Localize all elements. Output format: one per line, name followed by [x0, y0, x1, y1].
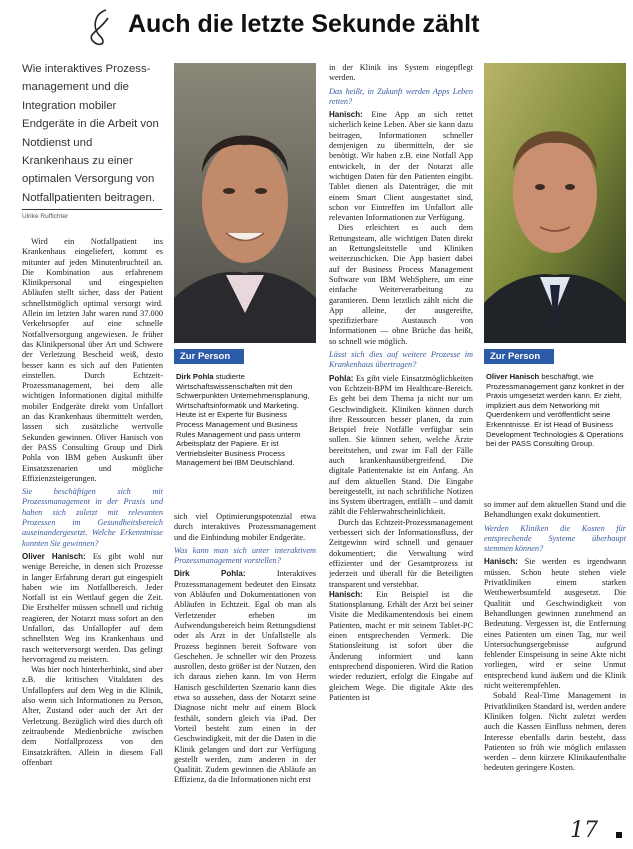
author-line: Ulrike Ruffichter	[22, 213, 69, 220]
question: Lässt sich dies auf weitere Prozesse im Krankenhaus übertragen?	[329, 350, 473, 370]
article-column-1	[22, 237, 163, 837]
answer: Dirk Pohla: Interaktives Prozessmanagement bedeutet den Einsatz von Abläufen und Dokumentationen von Abläufen in Echtzeit. Egal ob man als Verletzender erheben im Aufwendungsbereich beim Rettungsdienst oder als Arzt in der Unfallstelle als Prozess beginnen bereit Software von Geschehen. Je schneller wir den Prozess ausrollen, desto größer ist der Nutzen, den ich daraus ziehen kann. Im von Herrn Hanisch geschilderten Szenario kann dies etwa so aussehen, dass der Notarzt seine Diagnose nicht mehr auf einem Block festhält, sondern gleich via iPad. Der Vorteil besteht zum einen in der Geschwindigkeit, mit der die Daten in die Klinik gelangen und dort zur Verfügung gestellt werden, zum anderen in der Qualität. Zudem gewinnen die Abläufe an Effizienz, da die Informationen nicht erst	[174, 569, 316, 785]
intro-text: Wie interaktives Prozess-management und die Integration mobiler Endgeräte in die Arbeit von Notdienst und Krankenhaus zu einer optimalen Versorgung von Notfallpatienten beitragen.	[22, 63, 159, 204]
answer: Hanisch: Eine App an sich rettet sicherlich keine Leben. Aber sie kann dazu beitragen, Informationen schneller demjenigen zu übermitteln, der sie benötigt. Wir haben z.B. eine Notfall App entwickelt, in der der Notarzt alle wichtigen Daten für den Patienten eingibt. Tablet dienen als Datenträger, die mit einem Smart Client ausgestattet sind, schon vor Eintreffen im Unfallort alle relevanten Informationen zur Verfügung.	[329, 110, 473, 223]
speaker-name: Hanisch:	[329, 110, 363, 120]
answer: Hanisch: Ein Beispiel ist die Stationsplanung. Erhält der Arzt bei seiner Visite die Medikamentendosis bei einem Patienten, macht er mit seinem Tablet-PC einen entsprechenden Vermerk. Die Stationsleitung ist sofort über die Änderung informiert und kann entsprechend disponieren. Wird die Ration wieder reduziert, erfolgt die Eingabe auf gleichem Wege. Die digitale Akte des Patienten ist	[329, 589, 473, 702]
paragraph: so immer auf dem aktuellen Stand und die Behandlungen exakt dokumentiert.	[484, 500, 626, 520]
portrait-photo-oliver-hanisch	[484, 63, 626, 343]
paragraph: Was hier noch hinterherhinkt, sind aber z.B. die kritischen Vitaldaten des Unfallopfers auf dem Weg in die Klinik, also wenn sich Informationen zu Person, Alter, Zustand oder auch der Art der Verletzung. Bezüglich wird dies durch oft zeitraubende Medienbrüche zwischen dem Notfallprozess von den Einsatzkräften. Allein in diesem Fall offenbart	[22, 665, 163, 767]
article-column-3	[329, 63, 473, 838]
portrait-photo-dirk-pohla	[174, 63, 316, 343]
zur-person-header: Zur Person	[484, 349, 554, 364]
paragraph: Sobald Real-Time Management in Privatkliniken Standard ist, werden andere Kliniken folgen. Nicht zuletzt werden auch die Kassen Einfluss nehmen, deren Interesse ebenfalls darin besteht, dass Patienten so früh wie möglich entlassen werden – denn kürzere Klinikaufenthalte bedeuten geringere Kosten.	[484, 691, 626, 773]
answer: Hanisch: Sie werden es irgendwann müssen. Schon heute stehen viele Privatkliniken einem starken Wettbewerbsumfeld ausgesetzt. Die Qualität und Geschwindigkeit von Behandlungen gewinnen zunehmend an Bedeutung. Vergessen ist, die Entfernung eines Patienten um einen Tag, nur weil Untersuchungsergebnisse aufgrund fehlender Einspeisung in seine Akte nicht vorliegen, wird er seine Unmut entsprechend kund äußern und die Klinik nicht weiterempfehlen.	[484, 557, 626, 691]
person-name: Dirk Pohla	[176, 372, 214, 381]
person-name: Oliver Hanisch	[486, 372, 540, 381]
paragraph: Dies erleichtert es auch dem Rettungsteam, alle wichtigen Daten direkt an Rettungsleitstelle und Kliniken weiterzuschicken. Die App basiert dabei auf der Business Process Management Software von IBM WebSphere, um eine einfache Weiterverarbeitung zu garantieren. Denn letztlich zählt nicht die App alleine, der ausgereifte, spezifizierbare Austausch von Informationen — ohne Brüche das heißt, so schnell wie möglich.	[329, 223, 473, 346]
speaker-name: Hanisch:	[484, 557, 518, 567]
speaker-name: Oliver Hanisch:	[22, 551, 86, 561]
article-column-2	[174, 512, 316, 838]
divider	[22, 209, 162, 210]
bio-dirk-pohla: Dirk Pohla studierte Wirtschaftswissenschaften mit den Schwerpunkten Unternehmensplanung, Wirtschaftsinformatik und Marketing. Heute ist er Experte für Business Process Management und Business Rules Management und pass unterm Arbeitsplatz der Papiere. Er ist Vertriebsleiter Business Process Management bei IBM Deutschland.	[176, 372, 310, 468]
question: Sie beschäftigen sich mit Prozessmanagement in der Praxis und haben sich zuletzt mit relevanten Prozessen im Gesundheitsbereich auseinandergesetzt. Welche Erkenntnisse konnten Sie gewinnen?	[22, 487, 163, 548]
paragraph: Wird ein Notfallpatient ins Krankenhaus eingeliefert, kommt es mitunter auf jeden Minutenbruchteil an. Die Kombination aus erfahrenem Klinikpersonal und eingespielten Abläufen stellt sicher, dass der Patient schnellstmöglich optimal versorgt wird. Allein im letzten Jahr waren rund 37.000 Verkehrsopfer auf eine schnelle Notfallversorgung angewiesen. Je früher das Klinikpersonal über Art und Schwere der Verletzung Bescheid weiß, desto besser kann es sich auf den Patienten einstellen. Durch Echtzeit-Prozessmanagement, bei dem alle wichtigen Informationen digital mithilfe mobiler Endgeräte direkt vom Unfallort an das Krankenhaus übermittelt werden, lassen sich zusätzliche wertvolle Sekunden gewinnen. Oliver Hanisch von der PASS Consulting Group und Dirk Pohla von IBM geben Auskunft über Einsatzszenarien und mögliche Effizienzsteigerungen.	[22, 237, 163, 483]
end-square-icon	[616, 832, 622, 838]
question: Was kann man sich unter interaktivem Prozessmanagement vorstellen?	[174, 545, 316, 566]
speaker-name: Pohla:	[329, 373, 354, 383]
paragraph: sich viel Optimierungspotenzial etwa durch interaktives Prozessmanagement und die Einbindung mobiler Endgeräte.	[174, 512, 316, 542]
speaker-name: Hanisch:	[329, 589, 363, 599]
article-column-4	[484, 500, 626, 830]
paragraph: Durch das Echtzeit-Prozessmanagement verbessert sich der Informationsfluss, der Zeitgewinn wird schnell und genauer dokumentiert; die Verwaltung wird effizienter und der Gesamtprozess ist jederzeit und überall für die Beteiligten transparent und verstehbar.	[329, 517, 473, 589]
speaker-name: Dirk Pohla:	[174, 569, 246, 579]
answer: Pohla: Es gibt viele Einsatzmöglichkeiten von Echtzeit-BPM im Healthcare-Bereich. Es geht bei dem Thema ja nicht nur um Geschwindigkeit. Kliniken können durch ihre Ressourcen besser planen, da zum Beispiel freie Notfälle verfügbar sein sollen. Sie können sehen, welche Ärzte bereitstehen, und zwar im Fall der Fälle auch krankenhausübergreifend. Die digitale Patientenakte ist ein Anfang. An auf dem aktuellen Stand. Die Eingabe bereitgestellt, ist nach schriftliche Notizen ins System übertragen, entfällt – und damit zählt die Fehlerwahrscheinlichkeit.	[329, 373, 473, 517]
question: Das heißt, in Zukunft werden Apps Leben retten?	[329, 86, 473, 106]
logo-swirl-icon	[86, 6, 120, 48]
page-number: 17	[570, 818, 598, 843]
paragraph: in der Klinik ins System eingepflegt werden.	[329, 63, 473, 83]
page-title: Auch die letzte Sekunde zählt	[128, 10, 480, 38]
question: Werden Kliniken die Kosten für entsprechende Systeme überhaupt stemmen können?	[484, 523, 626, 554]
zur-person-header: Zur Person	[174, 349, 244, 364]
bio-oliver-hanisch: Oliver Hanisch beschäftigt, wie Prozessmanagement ganz konkret in der Praxis umgesetzt werden kann. Er zieht, impliziert aus dem Networking mit Querdenkern und veröffentlicht seine Erkenntnisse. Er ist Head of Business Development Technologies & Operations bei der PASS Consulting Group.	[486, 372, 625, 449]
answer: Oliver Hanisch: Es gibt wohl nur wenige Bereiche, in denen sich Prozesse in langer Erfahrung derart gut eingespielt haben wie im Notfallbereich. Jeder Notfall ist ein Wettlauf gegen die Zeit. Die Ersthelfer müssen schnell und richtig reagieren, der Notarzt muss sofort an den Unfallort, das Unfallopfer auf dem schnellsten Weg ins Krankenhaus und rasch weiterversorgt werden. Das gelingt hervorragend zu meistern.	[22, 551, 163, 664]
